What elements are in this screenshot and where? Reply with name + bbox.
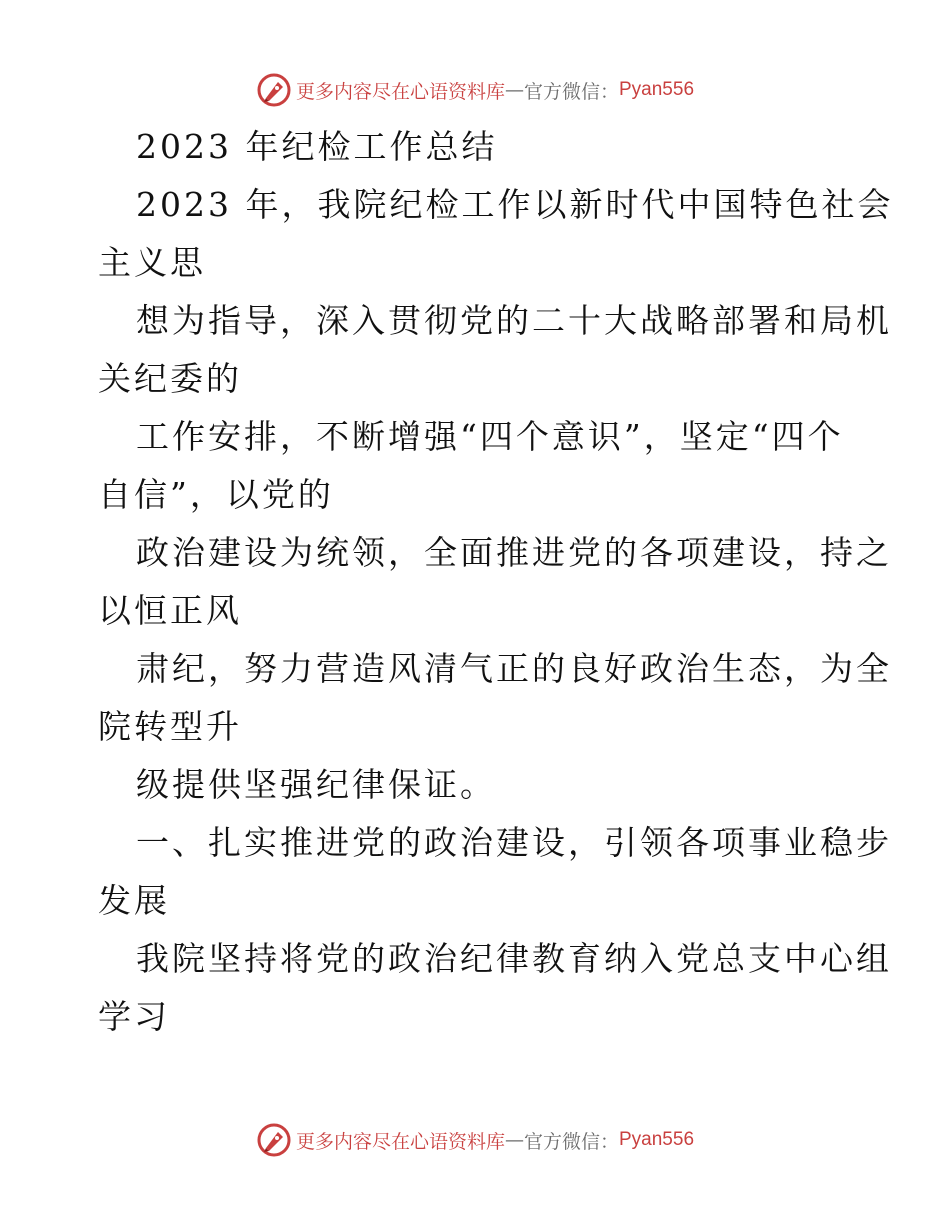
text-line: 自信”，以党的 — [98, 475, 334, 514]
text-line: 一、扎实推进党的政治建设，引领各项事业稳步 — [136, 823, 892, 862]
document-body — [98, 118, 894, 1046]
text-line: 级提供坚强纪律保证。 — [136, 765, 496, 804]
banner-wechat-label: 官方微信： — [523, 1130, 619, 1153]
banner-wechat-label: 官方微信： — [523, 80, 619, 103]
text-line: 2023 年，我院纪检工作以新时代中国特色社会 — [136, 185, 894, 224]
banner-main-text: 更多内容尽在心语资料库 — [295, 80, 505, 103]
footer-banner[interactable] — [0, 1120, 950, 1160]
text-line: 关纪委的 — [98, 359, 242, 398]
text-line: 发展 — [98, 881, 170, 920]
text-line: 以恒正风 — [98, 591, 242, 630]
text-line: 肃纪，努力营造风清气正的良好政治生态，为全 — [136, 649, 892, 688]
banner-wechat-id: Pyan556 — [619, 79, 695, 100]
banner-main-text: 更多内容尽在心语资料库 — [295, 1130, 505, 1153]
text-line: 我院坚持将党的政治纪律教育纳入党总支中心组 — [136, 939, 892, 978]
text-line: 政治建设为统领，全面推进党的各项建设，持之 — [136, 533, 892, 572]
text-line: 学习 — [98, 997, 170, 1036]
pen-nib-logo-icon — [256, 1122, 292, 1158]
text-line: 2023 年纪检工作总结 — [136, 127, 498, 166]
text-line: 想为指导，深入贯彻党的二十大战略部署和局机 — [136, 301, 892, 340]
text-line: 院转型升 — [98, 707, 242, 746]
text-line: 工作安排，不断增强“四个意识”，坚定“四个 — [136, 417, 844, 456]
banner-separator: — — [504, 79, 524, 101]
banner-wechat-id: Pyan556 — [619, 1129, 695, 1150]
header-banner[interactable] — [0, 70, 950, 110]
pen-nib-logo-icon — [256, 72, 292, 108]
banner-separator: — — [504, 1129, 524, 1151]
text-line: 主义思 — [98, 243, 206, 282]
